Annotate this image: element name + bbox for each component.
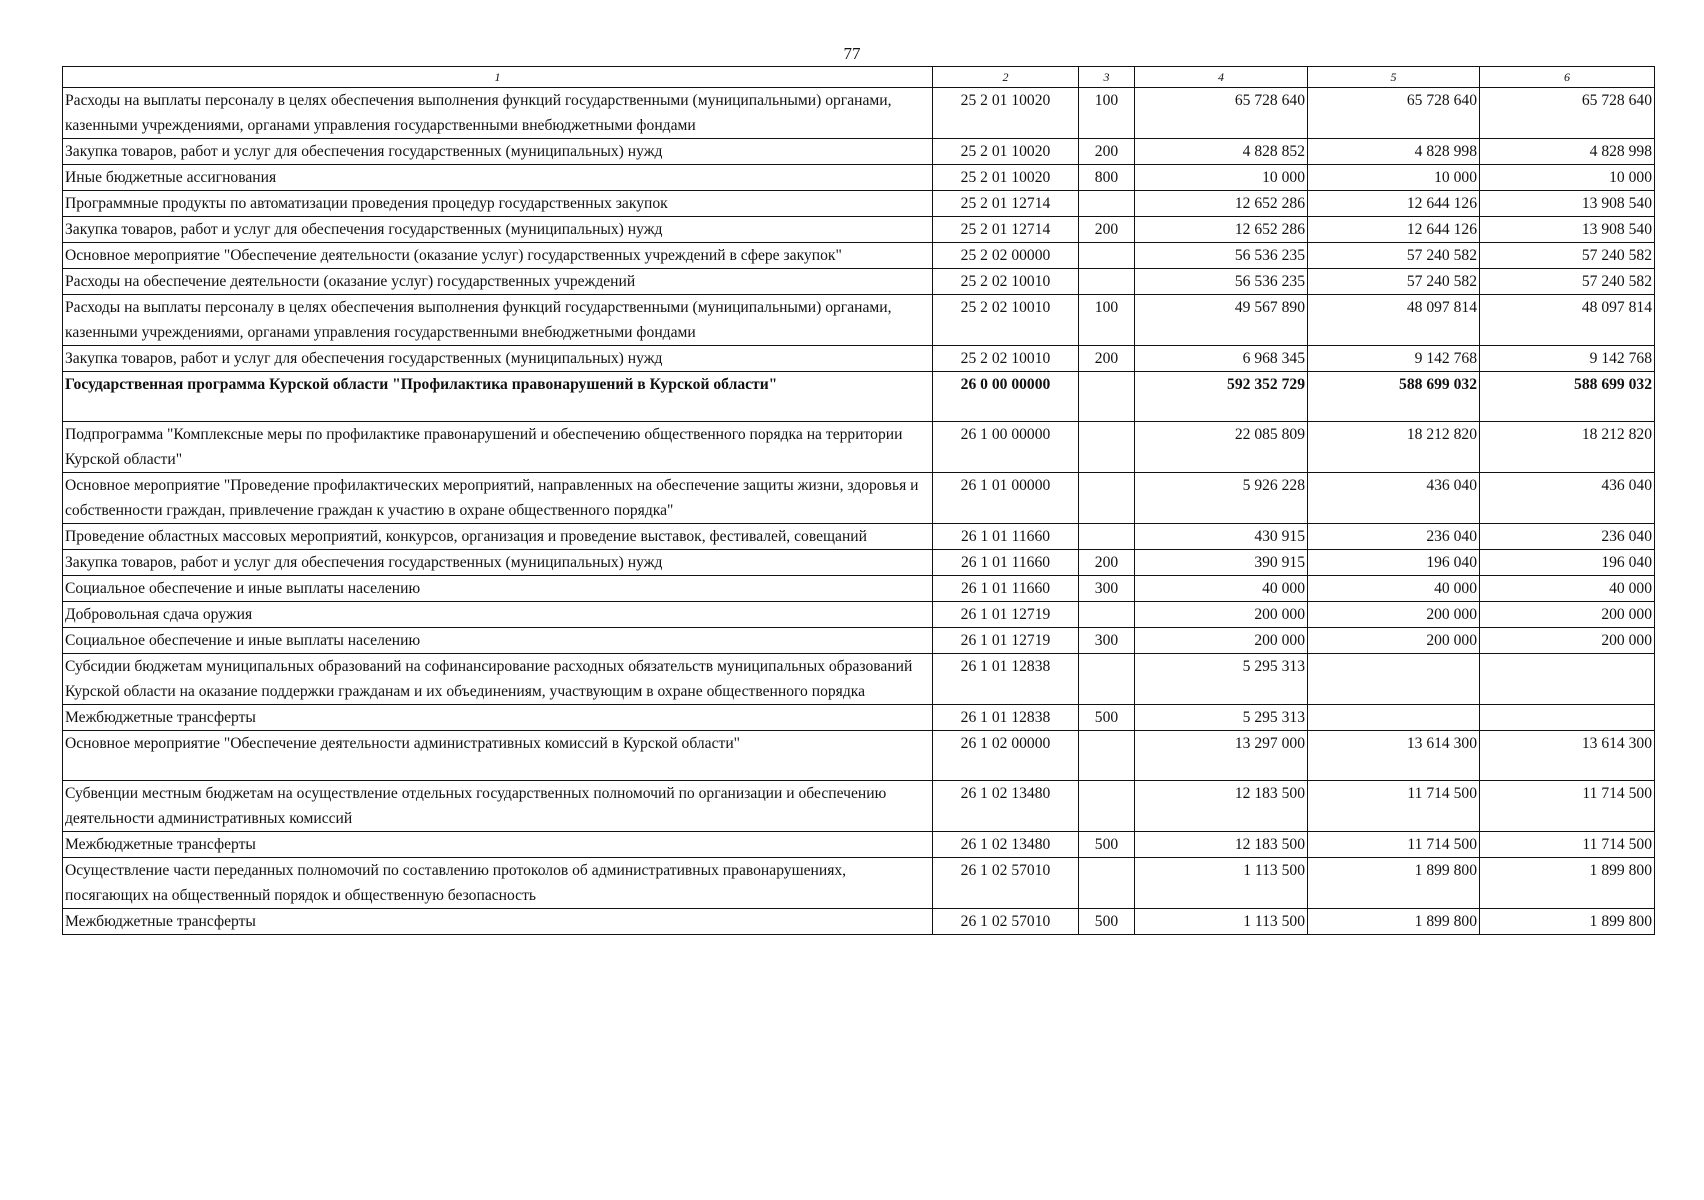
row-type-cell bbox=[1079, 524, 1135, 550]
table-row bbox=[63, 139, 1655, 165]
row-name-cell: Проведение областных массовых мероприятий, конкурсов, организация и проведение выставок, фестивалей, совещаний bbox=[63, 524, 933, 550]
row-value-cell: 40 000 bbox=[1308, 576, 1480, 602]
header-row bbox=[63, 67, 1655, 88]
row-code-cell: 25 2 02 10010 bbox=[933, 295, 1079, 346]
col-header: 2 bbox=[933, 67, 1079, 88]
row-code-cell: 26 1 01 12719 bbox=[933, 602, 1079, 628]
row-name-cell: Социальное обеспечение и иные выплаты населению bbox=[63, 576, 933, 602]
row-value-cell: 10 000 bbox=[1480, 165, 1655, 191]
row-value-cell: 13 908 540 bbox=[1480, 191, 1655, 217]
row-value-cell: 196 040 bbox=[1308, 550, 1480, 576]
row-type-cell: 200 bbox=[1079, 346, 1135, 372]
row-code-cell: 26 1 02 00000 bbox=[933, 731, 1079, 781]
table-row bbox=[63, 705, 1655, 731]
table-row bbox=[63, 165, 1655, 191]
row-value-cell: 57 240 582 bbox=[1480, 269, 1655, 295]
row-value-cell: 57 240 582 bbox=[1308, 243, 1480, 269]
row-code-cell: 26 1 02 13480 bbox=[933, 832, 1079, 858]
row-type-cell bbox=[1079, 473, 1135, 524]
row-name-cell: Расходы на выплаты персоналу в целях обеспечения выполнения функций государственными (муниципальными) органами, казенными учреждениями, органами управления государственными внебюджетными фондами bbox=[63, 295, 933, 346]
table-row bbox=[63, 269, 1655, 295]
row-value-cell: 22 085 809 bbox=[1135, 422, 1308, 473]
table-row bbox=[63, 909, 1655, 935]
row-value-cell: 12 652 286 bbox=[1135, 217, 1308, 243]
row-value-cell: 390 915 bbox=[1135, 550, 1308, 576]
row-code-cell: 26 1 01 12838 bbox=[933, 705, 1079, 731]
row-value-cell: 196 040 bbox=[1480, 550, 1655, 576]
row-type-cell bbox=[1079, 191, 1135, 217]
row-value-cell: 11 714 500 bbox=[1308, 781, 1480, 832]
row-name-cell: Основное мероприятие "Проведение профилактических мероприятий, направленных на обеспечение защиты жизни, здоровья и собственности граждан, привлечение граждан к участию в охране общественного порядка" bbox=[63, 473, 933, 524]
row-value-cell: 12 644 126 bbox=[1308, 217, 1480, 243]
row-name-cell: Иные бюджетные ассигнования bbox=[63, 165, 933, 191]
row-type-cell: 200 bbox=[1079, 550, 1135, 576]
row-name-cell: Основное мероприятие "Обеспечение деятельности административных комиссий в Курской области" bbox=[63, 731, 933, 781]
row-type-cell bbox=[1079, 858, 1135, 909]
table-row bbox=[63, 243, 1655, 269]
row-type-cell bbox=[1079, 731, 1135, 781]
row-code-cell: 26 1 00 00000 bbox=[933, 422, 1079, 473]
table-row bbox=[63, 576, 1655, 602]
row-value-cell: 56 536 235 bbox=[1135, 243, 1308, 269]
row-code-cell: 26 1 02 57010 bbox=[933, 858, 1079, 909]
row-value-cell: 430 915 bbox=[1135, 524, 1308, 550]
row-value-cell: 65 728 640 bbox=[1135, 88, 1308, 139]
row-type-cell: 500 bbox=[1079, 705, 1135, 731]
row-value-cell: 4 828 852 bbox=[1135, 139, 1308, 165]
table-row bbox=[63, 781, 1655, 832]
row-type-cell: 800 bbox=[1079, 165, 1135, 191]
table-row bbox=[63, 372, 1655, 422]
table-row bbox=[63, 88, 1655, 139]
row-code-cell: 26 1 02 57010 bbox=[933, 909, 1079, 935]
row-type-cell bbox=[1079, 269, 1135, 295]
budget-table bbox=[62, 66, 1655, 935]
row-type-cell: 300 bbox=[1079, 628, 1135, 654]
table-row bbox=[63, 295, 1655, 346]
row-value-cell: 1 113 500 bbox=[1135, 909, 1308, 935]
row-value-cell: 5 295 313 bbox=[1135, 705, 1308, 731]
table-row bbox=[63, 832, 1655, 858]
row-value-cell: 65 728 640 bbox=[1308, 88, 1480, 139]
row-value-cell: 13 614 300 bbox=[1308, 731, 1480, 781]
row-type-cell bbox=[1079, 654, 1135, 705]
row-value-cell: 57 240 582 bbox=[1308, 269, 1480, 295]
table-row bbox=[63, 524, 1655, 550]
row-name-cell: Закупка товаров, работ и услуг для обеспечения государственных (муниципальных) нужд bbox=[63, 139, 933, 165]
col-header: 6 bbox=[1480, 67, 1655, 88]
row-code-cell: 26 1 01 11660 bbox=[933, 550, 1079, 576]
row-name-cell: Закупка товаров, работ и услуг для обеспечения государственных (муниципальных) нужд bbox=[63, 550, 933, 576]
row-value-cell: 236 040 bbox=[1480, 524, 1655, 550]
row-type-cell: 200 bbox=[1079, 217, 1135, 243]
row-name-cell: Программные продукты по автоматизации проведения процедур государственных закупок bbox=[63, 191, 933, 217]
page-number: 77 bbox=[843, 44, 861, 63]
row-value-cell: 5 295 313 bbox=[1135, 654, 1308, 705]
row-code-cell: 25 2 01 10020 bbox=[933, 139, 1079, 165]
row-type-cell: 100 bbox=[1079, 88, 1135, 139]
row-value-cell: 588 699 032 bbox=[1480, 372, 1655, 422]
row-value-cell: 9 142 768 bbox=[1480, 346, 1655, 372]
row-value-cell: 48 097 814 bbox=[1480, 295, 1655, 346]
row-value-cell: 5 926 228 bbox=[1135, 473, 1308, 524]
row-value-cell: 592 352 729 bbox=[1135, 372, 1308, 422]
row-value-cell: 12 652 286 bbox=[1135, 191, 1308, 217]
row-value-cell: 13 297 000 bbox=[1135, 731, 1308, 781]
row-value-cell: 40 000 bbox=[1135, 576, 1308, 602]
row-value-cell: 1 899 800 bbox=[1308, 909, 1480, 935]
row-code-cell: 26 1 01 00000 bbox=[933, 473, 1079, 524]
row-value-cell: 11 714 500 bbox=[1480, 832, 1655, 858]
row-code-cell: 26 1 01 12838 bbox=[933, 654, 1079, 705]
row-value-cell: 588 699 032 bbox=[1308, 372, 1480, 422]
row-code-cell: 25 2 02 10010 bbox=[933, 269, 1079, 295]
row-type-cell: 500 bbox=[1079, 832, 1135, 858]
table-row bbox=[63, 191, 1655, 217]
row-code-cell: 26 1 01 12719 bbox=[933, 628, 1079, 654]
row-value-cell: 6 968 345 bbox=[1135, 346, 1308, 372]
row-value-cell: 1 899 800 bbox=[1480, 909, 1655, 935]
row-code-cell: 26 1 01 11660 bbox=[933, 524, 1079, 550]
table-row bbox=[63, 217, 1655, 243]
row-code-cell: 25 2 01 12714 bbox=[933, 191, 1079, 217]
row-name-cell: Подпрограмма "Комплексные меры по профилактике правонарушений и обеспечению общественного порядка на территории Курской области" bbox=[63, 422, 933, 473]
row-value-cell: 200 000 bbox=[1135, 628, 1308, 654]
row-code-cell: 26 0 00 00000 bbox=[933, 372, 1079, 422]
row-value-cell: 18 212 820 bbox=[1308, 422, 1480, 473]
row-value-cell: 13 908 540 bbox=[1480, 217, 1655, 243]
row-value-cell: 1 113 500 bbox=[1135, 858, 1308, 909]
table-row bbox=[63, 628, 1655, 654]
row-value-cell: 56 536 235 bbox=[1135, 269, 1308, 295]
row-value-cell bbox=[1480, 654, 1655, 705]
table-row bbox=[63, 731, 1655, 781]
row-code-cell: 25 2 01 10020 bbox=[933, 165, 1079, 191]
row-code-cell: 26 1 01 11660 bbox=[933, 576, 1079, 602]
row-value-cell: 200 000 bbox=[1135, 602, 1308, 628]
row-value-cell bbox=[1480, 705, 1655, 731]
col-header: 5 bbox=[1308, 67, 1480, 88]
col-header: 1 bbox=[63, 67, 933, 88]
row-name-cell: Основное мероприятие "Обеспечение деятельности (оказание услуг) государственных учреждений в сфере закупок" bbox=[63, 243, 933, 269]
table-row bbox=[63, 858, 1655, 909]
row-type-cell: 100 bbox=[1079, 295, 1135, 346]
row-value-cell: 48 097 814 bbox=[1308, 295, 1480, 346]
col-header: 4 bbox=[1135, 67, 1308, 88]
row-code-cell: 25 2 01 10020 bbox=[933, 88, 1079, 139]
row-value-cell: 200 000 bbox=[1480, 628, 1655, 654]
row-code-cell: 25 2 02 10010 bbox=[933, 346, 1079, 372]
row-value-cell: 13 614 300 bbox=[1480, 731, 1655, 781]
row-name-cell: Расходы на выплаты персоналу в целях обеспечения выполнения функций государственными (муниципальными) органами, казенными учреждениями, органами управления государственными внебюджетными фондами bbox=[63, 88, 933, 139]
row-type-cell bbox=[1079, 243, 1135, 269]
row-name-cell: Государственная программа Курской области "Профилактика правонарушений в Курской области" bbox=[63, 372, 933, 422]
row-code-cell: 26 1 02 13480 bbox=[933, 781, 1079, 832]
row-code-cell: 25 2 01 12714 bbox=[933, 217, 1079, 243]
row-type-cell bbox=[1079, 781, 1135, 832]
row-name-cell: Межбюджетные трансферты bbox=[63, 832, 933, 858]
row-value-cell: 11 714 500 bbox=[1308, 832, 1480, 858]
row-name-cell: Межбюджетные трансферты bbox=[63, 705, 933, 731]
row-value-cell: 9 142 768 bbox=[1308, 346, 1480, 372]
row-value-cell: 4 828 998 bbox=[1480, 139, 1655, 165]
row-value-cell: 12 183 500 bbox=[1135, 781, 1308, 832]
row-value-cell: 65 728 640 bbox=[1480, 88, 1655, 139]
row-name-cell: Расходы на обеспечение деятельности (оказание услуг) государственных учреждений bbox=[63, 269, 933, 295]
row-name-cell: Осуществление части переданных полномочий по составлению протоколов об административных правонарушениях, посягающих на общественный порядок и общественную безопасность bbox=[63, 858, 933, 909]
row-value-cell: 200 000 bbox=[1480, 602, 1655, 628]
row-name-cell: Закупка товаров, работ и услуг для обеспечения государственных (муниципальных) нужд bbox=[63, 217, 933, 243]
table-row bbox=[63, 550, 1655, 576]
row-type-cell bbox=[1079, 602, 1135, 628]
row-name-cell: Социальное обеспечение и иные выплаты населению bbox=[63, 628, 933, 654]
row-type-cell bbox=[1079, 372, 1135, 422]
table-row bbox=[63, 422, 1655, 473]
table-row bbox=[63, 346, 1655, 372]
row-value-cell: 1 899 800 bbox=[1480, 858, 1655, 909]
row-value-cell: 12 183 500 bbox=[1135, 832, 1308, 858]
row-value-cell: 18 212 820 bbox=[1480, 422, 1655, 473]
row-name-cell: Закупка товаров, работ и услуг для обеспечения государственных (муниципальных) нужд bbox=[63, 346, 933, 372]
row-code-cell: 25 2 02 00000 bbox=[933, 243, 1079, 269]
row-value-cell bbox=[1308, 654, 1480, 705]
row-value-cell: 10 000 bbox=[1308, 165, 1480, 191]
row-value-cell: 200 000 bbox=[1308, 628, 1480, 654]
row-value-cell: 436 040 bbox=[1308, 473, 1480, 524]
row-value-cell: 4 828 998 bbox=[1308, 139, 1480, 165]
row-value-cell: 10 000 bbox=[1135, 165, 1308, 191]
row-value-cell: 236 040 bbox=[1308, 524, 1480, 550]
row-value-cell: 200 000 bbox=[1308, 602, 1480, 628]
row-type-cell: 200 bbox=[1079, 139, 1135, 165]
table-row bbox=[63, 473, 1655, 524]
row-value-cell: 11 714 500 bbox=[1480, 781, 1655, 832]
row-value-cell: 49 567 890 bbox=[1135, 295, 1308, 346]
table-row bbox=[63, 602, 1655, 628]
row-value-cell: 436 040 bbox=[1480, 473, 1655, 524]
row-value-cell: 40 000 bbox=[1480, 576, 1655, 602]
row-type-cell: 300 bbox=[1079, 576, 1135, 602]
row-type-cell bbox=[1079, 422, 1135, 473]
table-row bbox=[63, 654, 1655, 705]
row-value-cell: 1 899 800 bbox=[1308, 858, 1480, 909]
row-value-cell bbox=[1308, 705, 1480, 731]
row-value-cell: 57 240 582 bbox=[1480, 243, 1655, 269]
row-name-cell: Субсидии бюджетам муниципальных образований на софинансирование расходных обязательств муниципальных образований Курской области на оказание поддержки гражданам и их объединениям, участвующим в охране общественного порядка bbox=[63, 654, 933, 705]
row-value-cell: 12 644 126 bbox=[1308, 191, 1480, 217]
col-header: 3 bbox=[1079, 67, 1135, 88]
row-name-cell: Добровольная сдача оружия bbox=[63, 602, 933, 628]
row-type-cell: 500 bbox=[1079, 909, 1135, 935]
row-name-cell: Субвенции местным бюджетам на осуществление отдельных государственных полномочий по организации и обеспечению деятельности административных комиссий bbox=[63, 781, 933, 832]
row-name-cell: Межбюджетные трансферты bbox=[63, 909, 933, 935]
